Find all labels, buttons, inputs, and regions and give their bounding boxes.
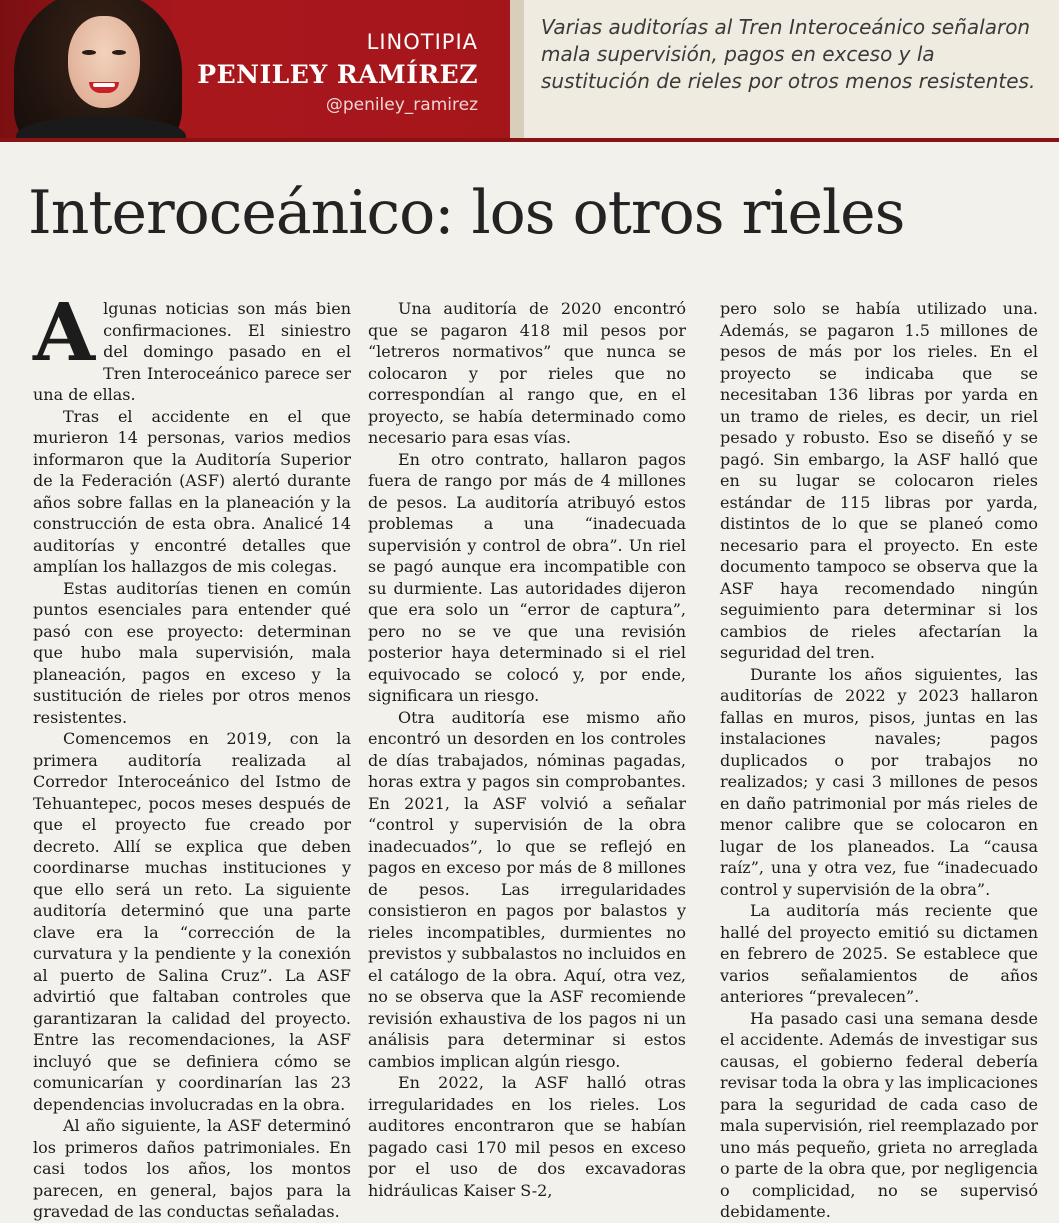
article-column-3 — [720, 298, 1038, 1223]
paragraph: Ha pasado casi una semana desde el accidente. Además de investigar sus causas, el gobierno federal debería revisar toda la obra y las implicaciones para la seguridad de cada caso de mala supervisión, riel reemplazado por uno más pequeño, grieta no arreglada o parte de la obra que, por negligencia o complicidad, no se supervisó debidamente. — [720, 1008, 1038, 1221]
paragraph: Algunas noticias son más bien confirmaciones. El siniestro del domingo pasado en el Tren Interoceánico parece ser una de ellas. — [33, 285, 351, 404]
paragraph: Comencemos en 2019, con la primera auditoría realizada al Corredor Interoceánico del Istmo de Tehuantepec, pocos meses después de que el proyecto fue creado por decreto. Allí se explica que deben coordinarse muchas instituciones y que ello será un reto. La siguiente auditoría determinó que una parte clave era la “corrección de la curvatura y la pendiente y la conexión al puerto de Salina Cruz”. La ASF advirtió que faltaban controles que garantizaran la calidad del proyecto. Entre las recomendaciones, la ASF incluyó que se definiera cómo se comunicarían y coordinarían las 23 dependencias involucradas en la obra. — [33, 729, 351, 1114]
paragraph: Tras el accidente en el que murieron 14 personas, varios medios informaron que la Auditoría Superior de la Federación (ASF) alertó durante años sobre fallas en la planeación y la construcción de esta obra. Analicé 14 auditorías y encontré detalles que amplían los hallazgos de mis colegas. — [33, 406, 351, 576]
section-name: LINOTIPIA — [366, 30, 478, 54]
paragraph: Otra auditoría ese mismo año encontró un desorden en los controles de días trabajados, nóminas pagadas, horas extra y pagos sin comprobantes. En 2021, la ASF volvió a señalar “control y supervisión de la obra inadecuados”, lo que se reflejó en pagos en exceso por más de 8 millones de pesos. Las irregularidades consistieron en pagos por balastos y rieles incompatibles, durmientes no previstos y subbalastos no incluidos en el catálogo de la obra. Aquí, otra vez, no se observa que la ASF recomiende revisión exhaustiva de los pagos ni un análisis para determinar si estos cambios implican algún riesgo. — [368, 707, 686, 1071]
paragraph: Estas auditorías tienen en común puntos esenciales para entender qué pasó con ese proyecto: determinan que hubo mala supervisión, mala planeación, pagos en exceso y la sustitución de rieles por otros menos resistentes. — [33, 578, 351, 727]
article-deck: Varias auditorías al Tren Interoceánico señalaron mala supervisión, pagos en exceso y la sustitución de rieles por otros menos resistentes. — [541, 15, 1036, 93]
column-header — [0, 0, 1059, 138]
author-handle: @peniley_ramirez — [325, 95, 478, 115]
header-rule — [0, 138, 1059, 142]
paragraph: Durante los años siguientes, las auditorías de 2022 y 2023 hallaron fallas en muros, pisos, juntas en las instalaciones navales; pagos duplicados o por trabajos no realizados; y casi 3 millones de pesos en daño patrimonial por más rieles de menor calibre que se colocaron en lugar de los planeados. La “causa raíz”, una y otra vez, fue “inadecuado control y supervisión de la obra”. — [720, 664, 1038, 899]
author-banner — [0, 0, 510, 138]
drop-cap: A — [33, 285, 96, 379]
article-column-1 — [33, 285, 351, 1223]
article-headline: Interoceánico: los otros rieles — [28, 178, 905, 248]
paragraph: pero solo se había utilizado una. Además, se pagaron 1.5 millones de pesos de más por los rieles. En el proyecto se indicaba que se necesitaban 136 libras por yarda en un tramo de rieles, es decir, un riel pesado y robusto. Eso se diseñó y se pagó. Sin embargo, la ASF halló que en su lugar se colocaron rieles estándar de 115 libras por yarda, distintos de lo que se planeó como necesario para el proyecto. En este documento tampoco se observa que la ASF haya recomendado ningún seguimiento para determinar si los cambios de rieles afectarían la seguridad del tren. — [720, 299, 1038, 662]
author-name: PENILEY RAMÍREZ — [197, 60, 478, 89]
article-column-2 — [368, 298, 686, 1201]
header-divider — [510, 0, 524, 138]
paragraph: En otro contrato, hallaron pagos fuera de rango por más de 4 millones de pesos. La auditoría atribuyó estos problemas a una “inadecuada supervisión y control de obra”. Un riel se pagó aunque era incompatible con su durmiente. Las autoridades dijeron que era solo un “error de captura”, pero no se ve que una revisión posterior haya determinado si el riel equivocado se colocó y, por ende, significara un riesgo. — [368, 449, 686, 705]
paragraph: En 2022, la ASF halló otras irregularidades en los rieles. Los auditores encontraron que se habían pagado casi 170 mil pesos en exceso por el uso de dos excavadoras hidráulicas Kaiser S-2, — [368, 1073, 686, 1200]
paragraph: La auditoría más reciente que hallé del proyecto emitió su dictamen en febrero de 2025. Se establece que varios señalamientos de años anteriores “prevalecen”. — [720, 901, 1038, 1006]
author-portrait — [6, 0, 192, 138]
paragraph: Al año siguiente, la ASF determinó los primeros daños patrimoniales. En casi todos los años, los montos parecen, en general, bajos para la gravedad de las conductas señaladas. — [33, 1116, 351, 1221]
paragraph: Una auditoría de 2020 encontró que se pagaron 418 mil pesos por “letreros normativos” que nunca se colocaron y por rieles que no correspondían al rango que, en el proyecto, se había determinado como necesario para esas vías. — [368, 299, 686, 447]
